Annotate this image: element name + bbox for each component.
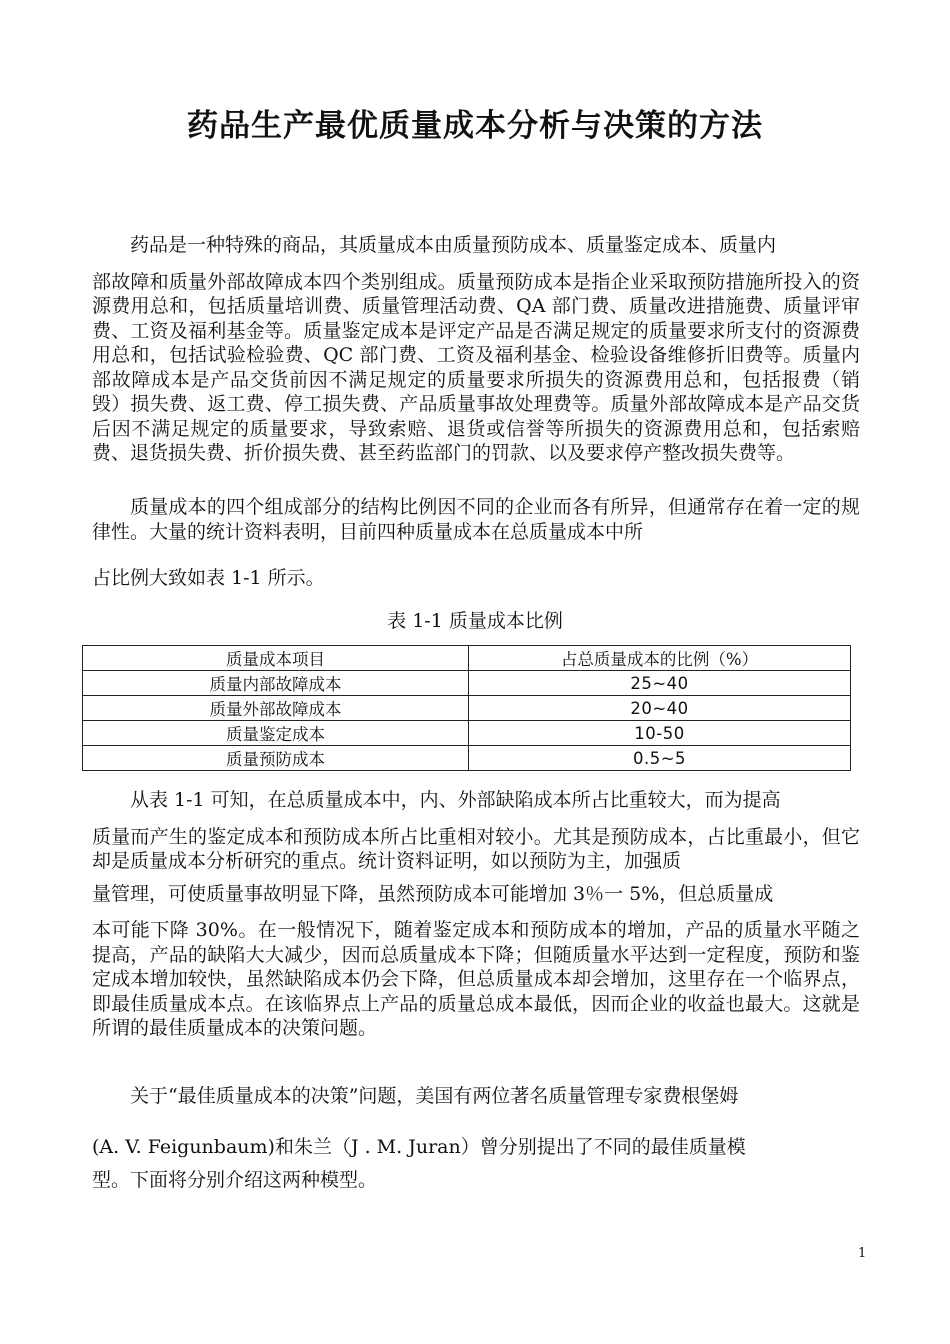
table-cell-item: 质量鉴定成本	[83, 721, 469, 746]
paragraph-line: 质量而产生的鉴定成本和预防成本所占比重相对较小。尤其是预防成本，占比重最小，但它却是质量成本分析研究的重点。统计资料证明，如以预防为主，加强质	[92, 825, 860, 872]
paragraph-line: 量管理，可使质量事故明显下降，虽然预防成本可能增加 3％一 5%，但总质量成	[92, 882, 774, 905]
paragraph-line: 从表 1-1 可知，在总质量成本中，内、外部缺陷成本所占比重较大，而为提高	[130, 789, 781, 811]
page-number: 1	[858, 1246, 867, 1261]
table-cell-ratio: 25~40	[469, 671, 851, 696]
table-header-cell: 质量成本项目	[83, 646, 469, 671]
table-cell-item: 质量外部故障成本	[83, 696, 469, 721]
table-row	[83, 746, 851, 771]
paragraph-body: 占比例大致如表 1-1 所示。	[92, 567, 325, 589]
paragraph-line: 型。下面将分别介绍这两种模型。	[92, 1168, 378, 1191]
paragraph-body: 部故障和质量外部故障成本四个类别组成。质量预防成本是指企业采取预防措施所投入的资源费用总和，包括质量培训费、质量管理活动费、QA 部门费、质量改进措施费、质量评审费、工资及福利基金等。质量鉴定成本是评定产品是否满足规定的质量要求所支付的资源费用总和，包括试验检验费、QC 部门费、工资及福利基金、检验设备维修折旧费等。质量内部故障成本是产品交货前因不满足规定的质量要求所损失的资源费用总和，包括报费（销毁）损失费、返工费、停工损失费、产品质量事故处理费等。质量外部故障成本是产品交货后因不满足规定的质量要求，导致索赔、退货或信誉等所损失的资源费用总和，包括索赔费、退货损失费、折价损失费、甚至药监部门的罚款、以及要求停产整改损失费等。	[92, 270, 860, 464]
table-header-row	[83, 646, 851, 671]
table-cell-ratio: 20~40	[469, 696, 851, 721]
paragraph-cost-structure-tail	[92, 566, 860, 591]
paragraph-models-intro	[92, 1084, 860, 1123]
table-cell-item: 质量内部故障成本	[83, 671, 469, 696]
table-cell-item: 质量预防成本	[83, 746, 469, 771]
table-row	[83, 696, 851, 721]
table-header-cell: 占总质量成本的比例（%）	[469, 646, 851, 671]
table-row	[83, 671, 851, 696]
paragraph-models-intro-cont	[92, 1135, 860, 1192]
table-row	[83, 721, 851, 746]
paragraph-cost-analysis	[92, 788, 860, 1041]
paragraph-line: 关于“最佳质量成本的决策”问题，美国有两位著名质量管理专家费根堡姆	[130, 1085, 739, 1107]
paragraph-cost-categories	[92, 233, 860, 466]
paragraph-line: (A. V. Feigunbaum)和朱兰（J . M. Juran）曾分别提出了不同的最佳质量模	[92, 1136, 746, 1158]
paragraph-cost-structure	[92, 495, 860, 544]
table-caption: 表 1-1 质量成本比例	[387, 610, 563, 632]
document-title: 药品生产最优质量成本分析与决策的方法	[187, 108, 763, 144]
quality-cost-table	[82, 645, 851, 771]
table-cell-ratio: 0.5~5	[469, 746, 851, 771]
paragraph-first-line: 药品是一种特殊的商品，其质量成本由质量预防成本、质量鉴定成本、质量内	[130, 234, 777, 256]
paragraph-body: 质量成本的四个组成部分的结构比例因不同的企业而各有所异，但通常存在着一定的规律性。大量的统计资料表明，目前四种质量成本在总质量成本中所	[92, 496, 860, 543]
table-cell-ratio: 10-50	[469, 721, 851, 746]
paragraph-line: 本可能下降 30%。在一般情况下，随着鉴定成本和预防成本的增加，产品的质量水平随之提高，产品的缺陷大大减少，因而总质量成本下降；但随质量水平达到一定程度，预防和鉴定成本增加较快，虽然缺陷成本仍会下降，但总质量成本却会增加，这里存在一个临界点，即最佳质量成本点。在该临界点上产品的质量总成本最低，因而企业的收益也最大。这就是所谓的最佳质量成本的决策问题。	[92, 919, 860, 1039]
